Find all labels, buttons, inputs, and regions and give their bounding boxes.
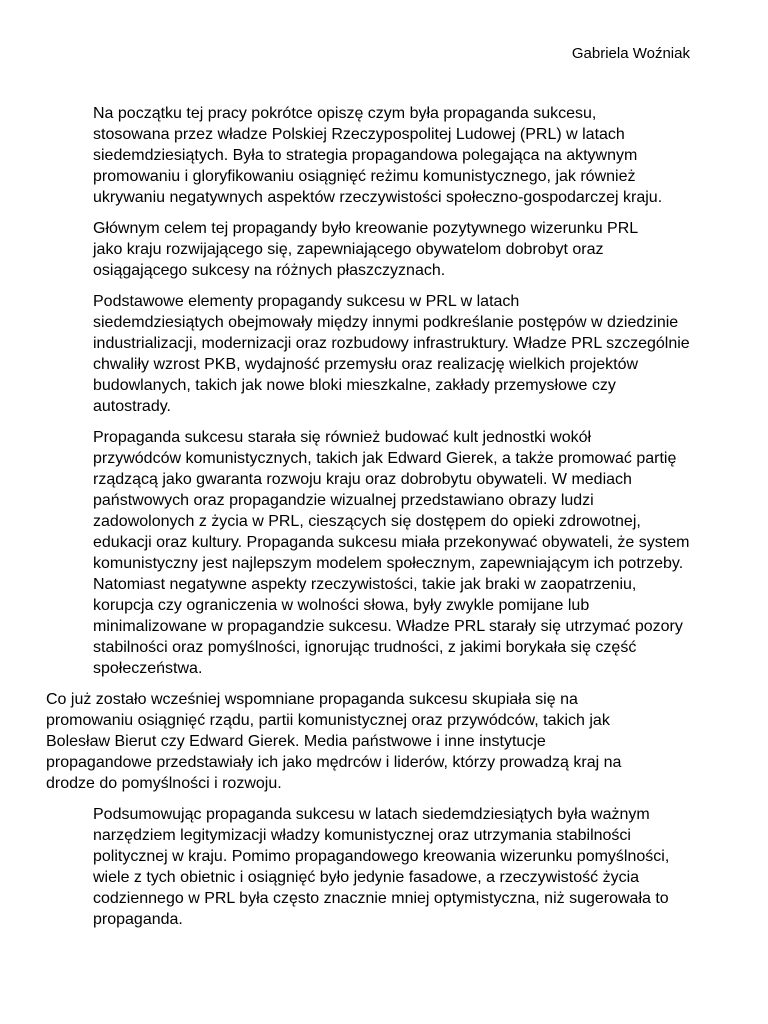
text-line: narzędziem legitymizacji władzy komunistycznej oraz utrzymania stabilności [93, 827, 631, 844]
text-line: autostrady. [93, 398, 171, 415]
text-line: komunistyczny jest najlepszym modelem społecznym, zapewniającym ich potrzeby. [93, 555, 684, 572]
paragraph [46, 804, 726, 930]
paragraph [46, 291, 726, 417]
text-line: drodze do pomyślności i rozwoju. [46, 775, 282, 792]
text-line: społeczeństwa. [93, 660, 203, 677]
text-line: Głównym celem tej propagandy było kreowanie pozytywnego wizerunku PRL [93, 220, 639, 237]
text-line: rządzącą jako gwaranta rozwoju kraju oraz dobrobytu obywateli. W mediach [93, 471, 632, 488]
text-line: politycznej w kraju. Pomimo propagandowego kreowania wizerunku pomyślności, [93, 848, 670, 865]
text-line: propagandowe przedstawiały ich jako mędrców i liderów, którzy prowadzą kraj na [46, 754, 622, 771]
text-line: wiele z tych obietnic i osiągnięć było jedynie fasadowe, a rzeczywistość życia [93, 869, 640, 886]
text-line: osiągającego sukcesy na różnych płaszczyznach. [93, 262, 446, 279]
paragraph [46, 689, 726, 794]
text-line: Podstawowe elementy propagandy sukcesu w PRL w latach [93, 293, 520, 310]
text-line: siedemdziesiątych obejmowały między innymi podkreślanie postępów w dziedzinie [93, 314, 679, 331]
text-line: Natomiast negatywne aspekty rzeczywistości, takie jak braki w zaopatrzeniu, [93, 576, 637, 593]
text-line: codziennego w PRL była często znacznie mniej optymistyczna, niż sugerowała to [93, 890, 669, 907]
text-line: przywódców komunistycznych, takich jak Edward Gierek, a także promować partię [93, 450, 677, 467]
text-line: korupcja czy ograniczenia w wolności słowa, były zwykle pomijane lub [93, 597, 590, 614]
text-line: państwowych oraz propagandzie wizualnej przedstawiano obrazy ludzi [93, 492, 594, 509]
text-line: ukrywaniu negatywnych aspektów rzeczywistości społeczno-gospodarczej kraju. [93, 189, 663, 206]
paragraph [46, 427, 726, 679]
text-line: stabilności oraz pomyślności, ignorując trudności, z jakimi borykała się część [93, 639, 637, 656]
text-line: jako kraju rozwijającego się, zapewniającego obywatelom dobrobyt oraz [93, 241, 604, 258]
text-line: Propaganda sukcesu starała się również budować kult jednostki wokół [93, 429, 592, 446]
paragraph [46, 218, 726, 281]
text-line: Bolesław Bierut czy Edward Gierek. Media państwowe i inne instytucje [46, 733, 546, 750]
text-line: chwaliły wzrost PKB, wydajność przemysłu oraz realizację wielkich projektów [93, 356, 639, 373]
text-line: zadowolonych z życia w PRL, cieszących się dostępem do opieki zdrowotnej, [93, 513, 641, 530]
text-line: promowaniu i gloryfikowaniu osiągnięć reżimu komunistycznego, jak również [93, 168, 636, 185]
paragraph [46, 103, 726, 208]
text-line: budowlanych, takich jak nowe bloki mieszkalne, zakłady przemysłowe czy [93, 377, 616, 394]
text-line: stosowana przez władze Polskiej Rzeczypospolitej Ludowej (PRL) w latach [93, 126, 625, 143]
text-line: propaganda. [93, 911, 183, 928]
text-line: Podsumowując propaganda sukcesu w latach siedemdziesiątych była ważnym [93, 806, 650, 823]
text-line: siedemdziesiątych. Była to strategia propagandowa polegająca na aktywnym [93, 147, 638, 164]
text-line: Co już zostało wcześniej wspomniane propaganda sukcesu skupiała się na [46, 691, 578, 708]
document-body [46, 103, 726, 940]
text-line: industrializacji, modernizacji oraz rozbudowy infrastruktury. Władze PRL szczególnie [93, 335, 690, 352]
text-line: minimalizowane w propagandzie sukcesu. Władze PRL starały się utrzymać pozory [93, 618, 683, 635]
text-line: Na początku tej pracy pokrótce opiszę czym była propaganda sukcesu, [93, 105, 597, 122]
author-name: Gabriela Woźniak [571, 45, 690, 62]
text-line: promowaniu osiągnięć rządu, partii komunistycznej oraz przywódców, takich jak [46, 712, 610, 729]
text-line: edukacji oraz kultury. Propaganda sukcesu miała przekonywać obywateli, że system [93, 534, 690, 551]
